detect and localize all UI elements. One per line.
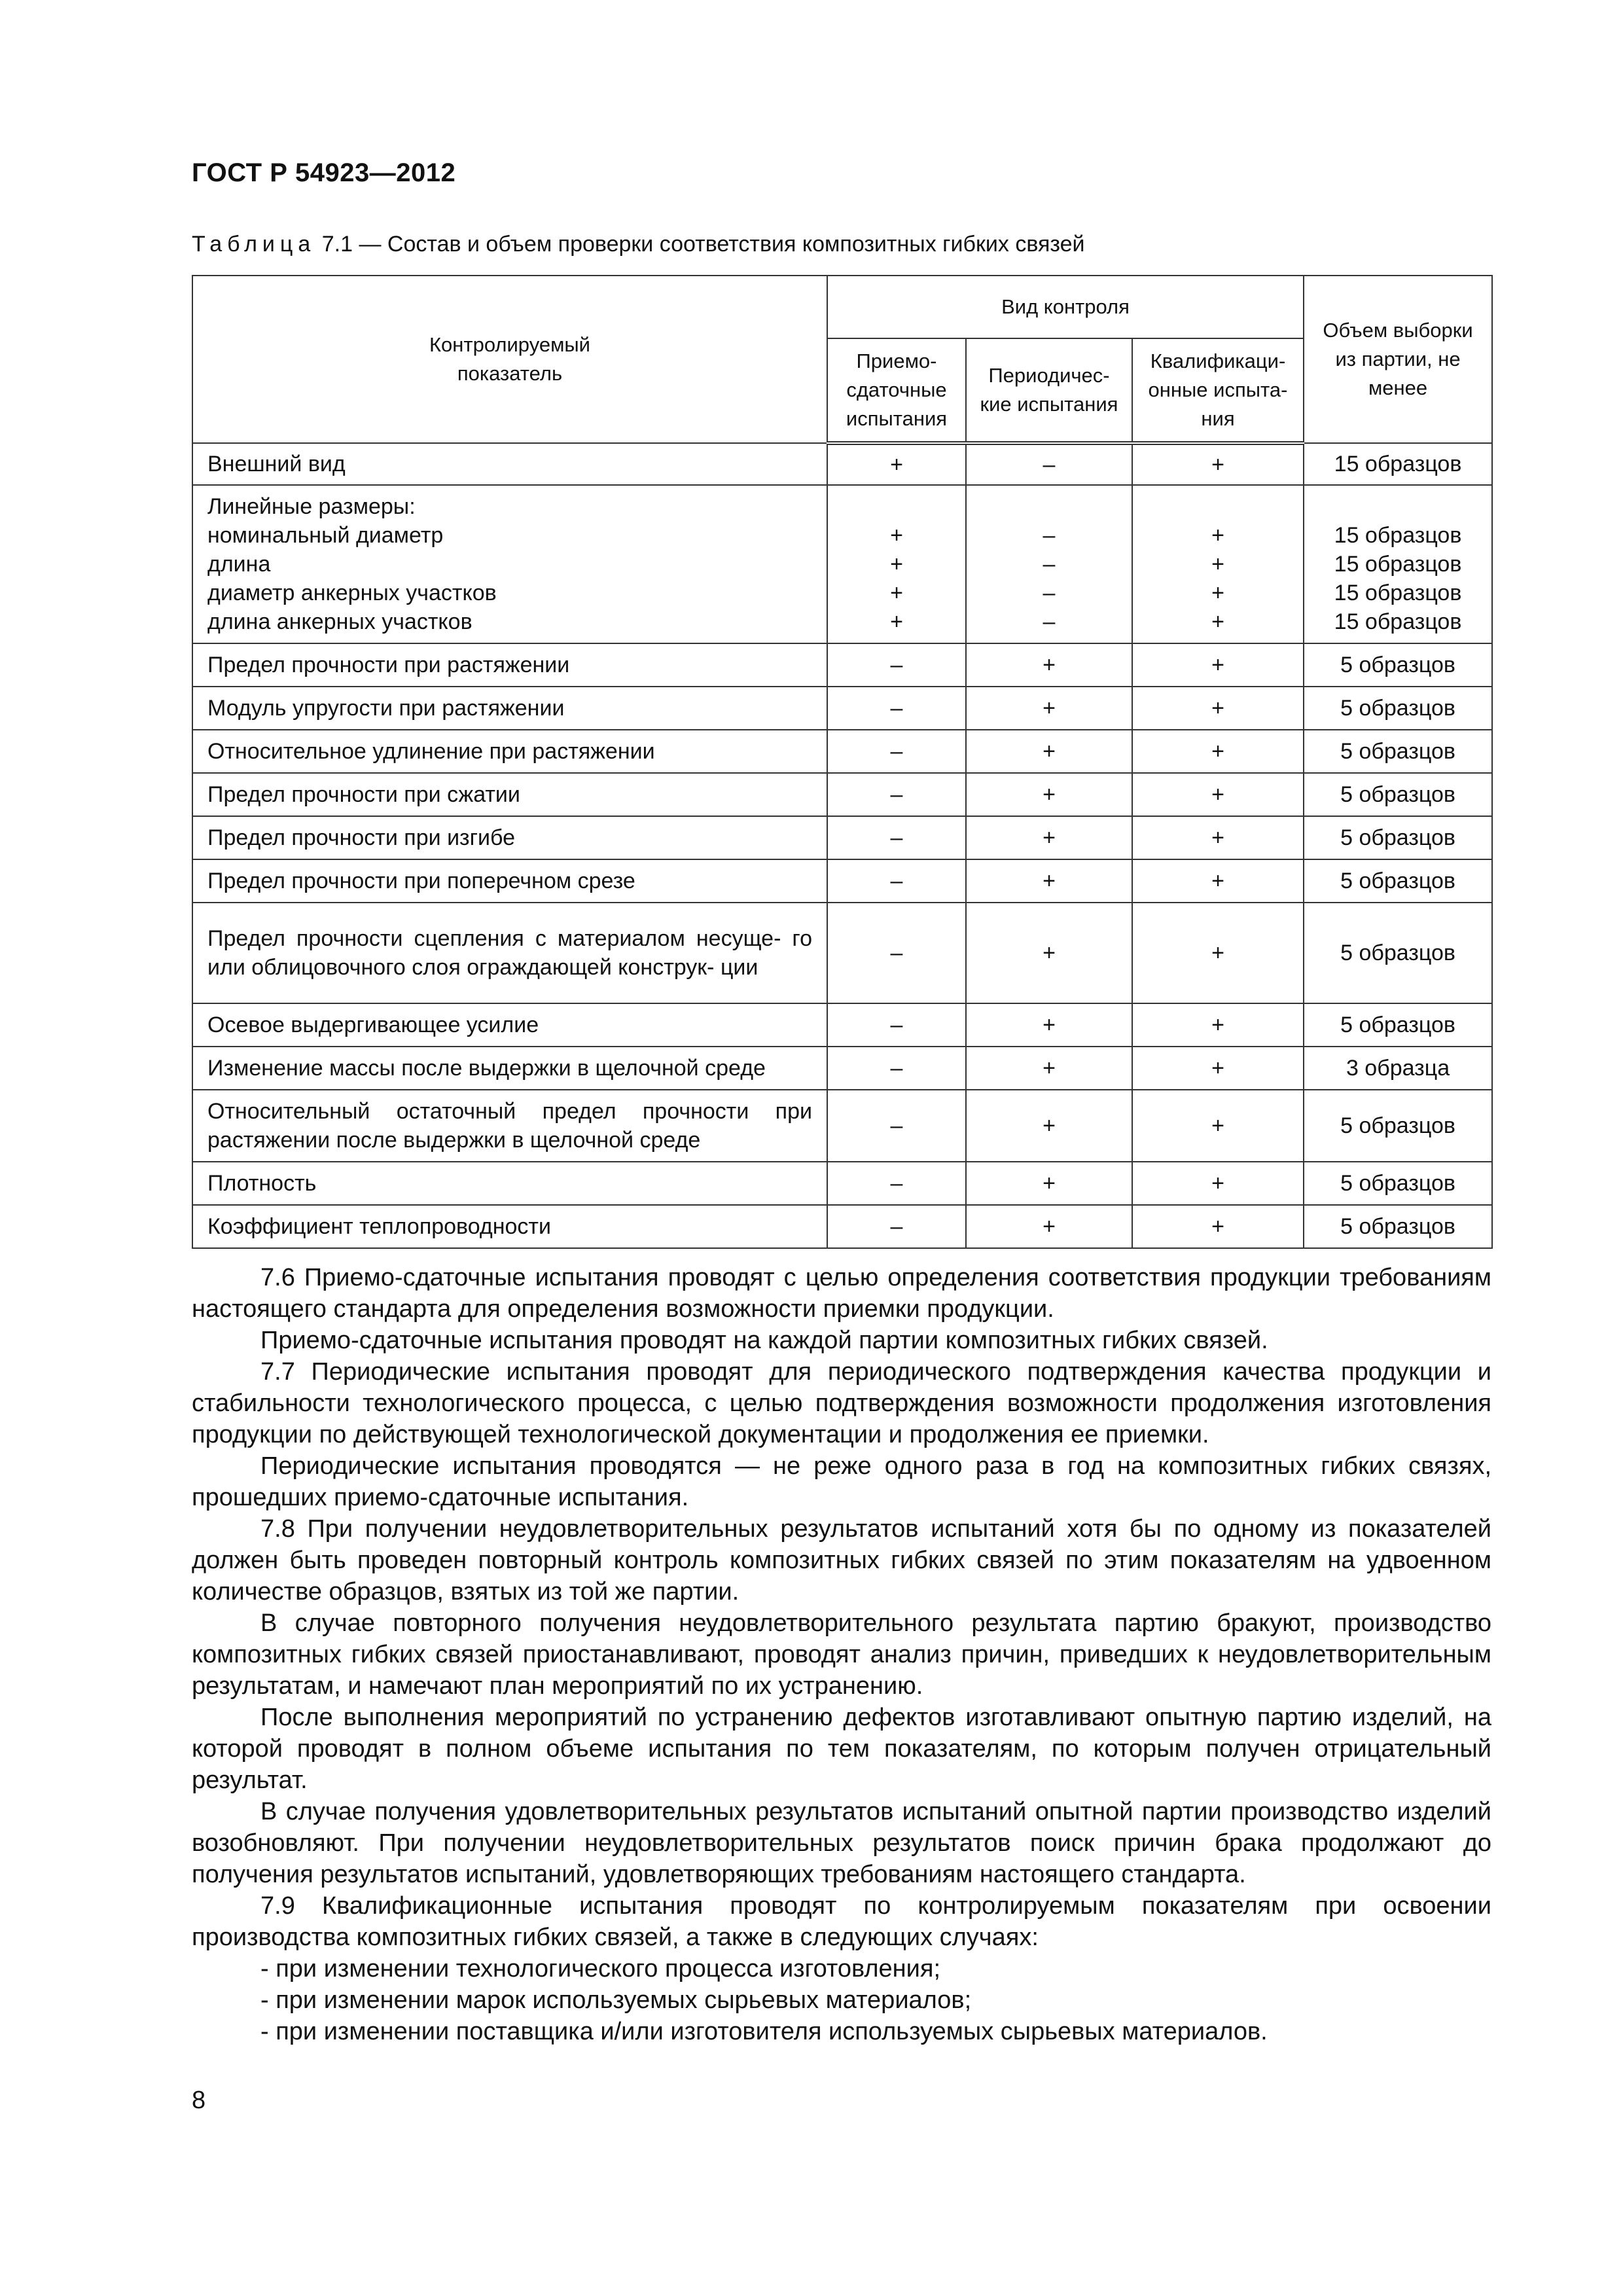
- table-row: [192, 1090, 1492, 1162]
- linear-item-name: длина анкерных участков: [207, 609, 473, 634]
- table-row: [192, 903, 1492, 1003]
- linear-qualification-mark: +: [1211, 609, 1224, 634]
- linear-qualification-mark: +: [1211, 552, 1224, 577]
- row-sample-size: 3 образца: [1304, 1047, 1492, 1090]
- header-qualification: Квалификаци- онные испыта- ния: [1132, 338, 1304, 443]
- conformity-table: [192, 275, 1493, 1249]
- paragraph: 7.7 Периодические испытания проводят для периодического подтверждения качества продукции и стабильности технологического процесса, с целью подтверждения возможности продолжения изготовления продукции по действующей технологической документации и продолжения ее приемки.: [192, 1358, 1491, 1448]
- linear-item-name: номинальный диаметр: [207, 523, 444, 548]
- body-text: [192, 1262, 1491, 2047]
- header-control-type: Вид контроля: [827, 276, 1304, 338]
- linear-periodic-mark: –: [1043, 523, 1056, 548]
- header-periodic: Периодичес- кие испытания: [966, 338, 1132, 443]
- linear-sample-size: 15 образцов: [1334, 552, 1462, 577]
- linear-periodic-mark: –: [1043, 552, 1056, 577]
- row-parameter: Модуль упругости при растяжении: [192, 687, 827, 730]
- row-periodic-mark: +: [966, 643, 1132, 687]
- row-acceptance-mark: –: [827, 643, 966, 687]
- table-row: [192, 816, 1492, 859]
- row-parameter: Коэффициент теплопроводности: [192, 1205, 827, 1248]
- row-qualification-mark: +: [1132, 1047, 1304, 1090]
- row-parameter: Относительное удлинение при растяжении: [192, 730, 827, 773]
- row-acceptance-mark: –: [827, 773, 966, 816]
- row-acceptance-mark: –: [827, 859, 966, 903]
- row-qualification-mark: +: [1132, 443, 1304, 485]
- list-item: - при изменении марок используемых сырьевых материалов;: [260, 1986, 972, 2014]
- row-sample-size: 5 образцов: [1304, 859, 1492, 903]
- linear-qualification-mark: +: [1211, 523, 1224, 548]
- paragraph: 7.6 Приемо-сдаточные испытания проводят с целью определения соответствия продукции требованиям настоящего стандарта для определения возможности приемки продукции.: [192, 1264, 1491, 1323]
- row-qualification-mark: +: [1132, 1003, 1304, 1047]
- linear-item-name: диаметр анкерных участков: [207, 581, 497, 605]
- row-sample-size: 5 образцов: [1304, 1003, 1492, 1047]
- row-sample-size: 5 образцов: [1304, 730, 1492, 773]
- row-sample-size: 5 образцов: [1304, 903, 1492, 1003]
- page-number: 8: [192, 2087, 206, 2114]
- row-sample-size: 5 образцов: [1304, 643, 1492, 687]
- row-parameter: Осевое выдергивающее усилие: [192, 1003, 827, 1047]
- table-row: [192, 730, 1492, 773]
- linear-sample-size: 15 образцов: [1334, 523, 1462, 548]
- row-parameter: Предел прочности при растяжении: [192, 643, 827, 687]
- row-acceptance-mark: –: [827, 1047, 966, 1090]
- row-periodic-mark: +: [966, 1003, 1132, 1047]
- table-row: [192, 1003, 1492, 1047]
- row-parameter: Изменение массы после выдержки в щелочной среде: [192, 1047, 827, 1090]
- row-parameter: Относительный остаточный предел прочности при растяжении после выдержки в щелочной среде: [192, 1090, 827, 1162]
- paragraph: В случае повторного получения неудовлетворительного результата партию бракуют, производство композитных гибких связей приостанавливают, проводят анализ причин, приведших к неудовлетворительным результатам, и намечают план мероприятий по их устранению.: [192, 1609, 1491, 1700]
- paragraph: Приемо-сдаточные испытания проводят на каждой партии композитных гибких связей.: [260, 1327, 1268, 1354]
- row-sample-size: 5 образцов: [1304, 687, 1492, 730]
- row-periodic-mark: +: [966, 687, 1132, 730]
- linear-sizes-cell: [192, 485, 827, 643]
- table-row: [192, 859, 1492, 903]
- row-periodic-mark: +: [966, 1205, 1132, 1248]
- row-acceptance-mark: –: [827, 1205, 966, 1248]
- paragraph: 7.9 Квалификационные испытания проводят по контролируемым показателям при освоении производства композитных гибких связей, а также в следующих случаях:: [192, 1892, 1491, 1951]
- row-qualification-mark: +: [1132, 730, 1304, 773]
- row-qualification-mark: +: [1132, 859, 1304, 903]
- row-acceptance-mark: –: [827, 730, 966, 773]
- row-qualification-mark: +: [1132, 816, 1304, 859]
- paragraph: Периодические испытания проводятся — не реже одного раза в год на композитных гибких связях, прошедших приемо-сдаточные испытания.: [192, 1452, 1491, 1511]
- row-periodic-mark: +: [966, 1047, 1132, 1090]
- linear-acceptance-mark: +: [890, 552, 903, 577]
- linear-item-name: длина: [207, 552, 271, 577]
- table-row: [192, 443, 1492, 485]
- row-periodic-mark: +: [966, 859, 1132, 903]
- table-row: [192, 773, 1492, 816]
- row-qualification-mark: +: [1132, 903, 1304, 1003]
- linear-acceptance-mark: +: [890, 523, 903, 548]
- header-acceptance: Приемо- сдаточные испытания: [827, 338, 966, 443]
- linear-qualification-mark: +: [1211, 581, 1224, 605]
- document-code: ГОСТ Р 54923—2012: [192, 158, 456, 187]
- list-item: - при изменении технологического процесса изготовления;: [260, 1955, 941, 1982]
- paragraph: 7.8 При получении неудовлетворительных результатов испытаний хотя бы по одному из показателей должен быть проведен повторный контроль композитных гибких связей по этим показателям на удвоенном количестве образцов, взятых из той же партии.: [192, 1515, 1491, 1605]
- linear-sample-size: 15 образцов: [1334, 581, 1462, 605]
- row-qualification-mark: +: [1132, 1162, 1304, 1205]
- row-qualification-mark: +: [1132, 643, 1304, 687]
- table-caption-text: 7.1 — Состав и объем проверки соответствия композитных гибких связей: [315, 232, 1085, 257]
- row-periodic-mark: –: [966, 443, 1132, 485]
- table-row: [192, 1205, 1492, 1248]
- row-periodic-mark: +: [966, 773, 1132, 816]
- linear-acceptance-mark: +: [890, 609, 903, 634]
- row-parameter: Предел прочности при изгибе: [192, 816, 827, 859]
- linear-acceptance-mark: +: [890, 581, 903, 605]
- row-parameter: Предел прочности при сжатии: [192, 773, 827, 816]
- table-row: [192, 643, 1492, 687]
- row-acceptance-mark: –: [827, 1090, 966, 1162]
- row-qualification-mark: +: [1132, 687, 1304, 730]
- row-sample-size: 5 образцов: [1304, 1090, 1492, 1162]
- table-caption: [192, 232, 1085, 257]
- paragraph: В случае получения удовлетворительных результатов испытаний опытной партии производство изделий возобновляют. При получении неудовлетворительных результатов поиск причин брака продолжают до получения результатов испытаний, удовлетворяющих требованиям настоящего стандарта.: [192, 1798, 1491, 1888]
- row-parameter: Внешний вид: [192, 443, 827, 485]
- row-periodic-mark: +: [966, 730, 1132, 773]
- linear-sample-size: 15 образцов: [1334, 609, 1462, 634]
- paragraph: После выполнения мероприятий по устранению дефектов изготавливают опытную партию изделий, на которой проводят в полном объеме испытания по тем показателям, по которым получен отрицательный результат.: [192, 1704, 1491, 1794]
- linear-sizes-title: Линейные размеры:: [207, 494, 416, 519]
- row-acceptance-mark: –: [827, 816, 966, 859]
- row-parameter: Плотность: [192, 1162, 827, 1205]
- row-qualification-mark: +: [1132, 1205, 1304, 1248]
- row-periodic-mark: +: [966, 1090, 1132, 1162]
- table-row-linear: [192, 485, 1492, 643]
- header-parameter: Контролируемый показатель: [192, 276, 827, 443]
- table-row: [192, 1047, 1492, 1090]
- list-item: - при изменении поставщика и/или изготовителя используемых сырьевых материалов.: [260, 2018, 1268, 2045]
- row-acceptance-mark: +: [827, 443, 966, 485]
- table-caption-word: Таблица: [192, 232, 316, 257]
- row-periodic-mark: +: [966, 903, 1132, 1003]
- row-periodic-mark: +: [966, 816, 1132, 859]
- row-parameter: Предел прочности при поперечном срезе: [192, 859, 827, 903]
- row-periodic-mark: +: [966, 1162, 1132, 1205]
- row-acceptance-mark: –: [827, 1162, 966, 1205]
- header-sample-size: Объем выборки из партии, не менее: [1304, 276, 1492, 443]
- row-sample-size: 5 образцов: [1304, 1205, 1492, 1248]
- row-acceptance-mark: –: [827, 1003, 966, 1047]
- row-acceptance-mark: –: [827, 687, 966, 730]
- row-sample-size: 5 образцов: [1304, 773, 1492, 816]
- linear-periodic-mark: –: [1043, 609, 1056, 634]
- linear-periodic-mark: –: [1043, 581, 1056, 605]
- row-qualification-mark: +: [1132, 1090, 1304, 1162]
- row-acceptance-mark: –: [827, 903, 966, 1003]
- row-sample-size: 5 образцов: [1304, 1162, 1492, 1205]
- row-parameter: Предел прочности сцепления с материалом несуще- го или облицовочного слоя ограждающей конструк- ции: [192, 903, 827, 1003]
- row-sample-size: 5 образцов: [1304, 816, 1492, 859]
- table-row: [192, 1162, 1492, 1205]
- row-sample-size: 15 образцов: [1304, 443, 1492, 485]
- table-row: [192, 687, 1492, 730]
- row-qualification-mark: +: [1132, 773, 1304, 816]
